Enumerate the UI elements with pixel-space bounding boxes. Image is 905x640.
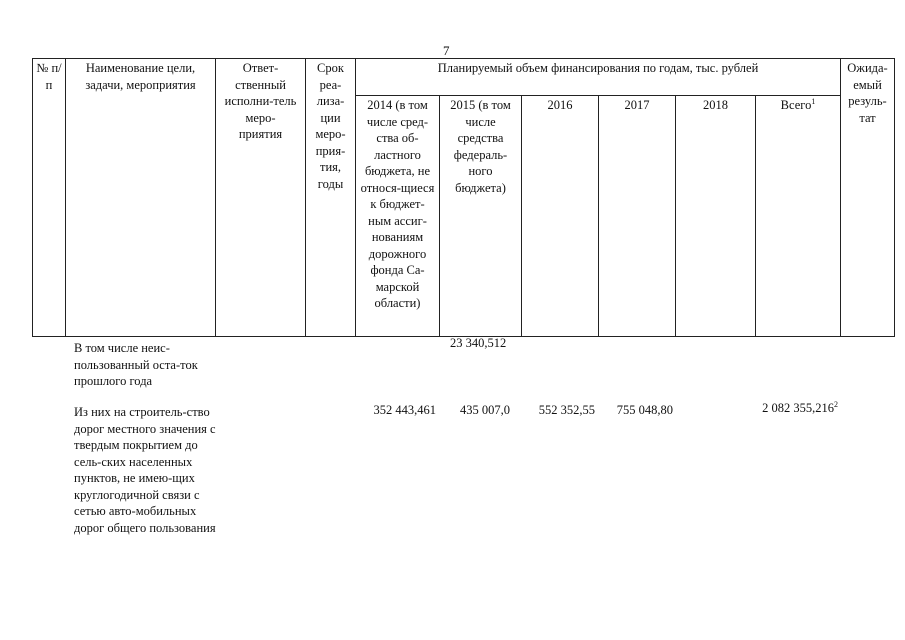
header-col-plan: Планируемый объем финансирования по годам, тыс. рублей — [356, 59, 841, 96]
row-2-value-2017: 755 048,80 — [616, 403, 673, 417]
header-col-term: Срок реа-лиза-ции меро-прия-тия, годы — [306, 59, 356, 337]
header-total: Всего$^1$ — [756, 96, 841, 337]
header-year-2017: 2017 — [599, 96, 676, 337]
header-year-2016: 2016 — [522, 96, 599, 337]
page-number: 7 — [443, 43, 450, 58]
header-year-2018: 2018 — [676, 96, 756, 337]
header-col-number: № п/п — [33, 59, 66, 337]
header-col-name: Наименование цели, задачи, мероприятия — [66, 59, 216, 337]
row-2-value-2014: 352 443,461 — [373, 403, 436, 417]
header-year-2015: 2015 (в том числе средства федераль-ного бюджета) — [440, 96, 522, 337]
header-col-result: Ожида-емый резуль-тат — [841, 59, 895, 337]
header-col-executor: Ответ-ственный исполни-тель меро-приятия — [216, 59, 306, 337]
row-1-value-2015: 23 340,512 — [450, 336, 507, 350]
row-2-value-total: 2 082 355,216$^2$ — [762, 399, 838, 415]
row-1-name: В том числе неис-пользованный оста-ток прошлого года — [74, 341, 198, 388]
header-year-2014: 2014 (в том числе сред-ства об-ластного бюджета, не относя-щиеся к бюджет-ным ассиг-нованиям дорожного фонда Са-марской области) — [356, 96, 440, 337]
row-2-value-2016: 552 352,55 — [538, 403, 595, 417]
row-2-name: Из них на строитель-ство дорог местного значения с твердым покрытием до сель-ских населенных пунктов, не имею-щих круглогодичной связи с сетью авто-мобильных дорог общего пользования — [74, 405, 216, 535]
row-2-value-2015: 435 007,0 — [460, 403, 510, 417]
